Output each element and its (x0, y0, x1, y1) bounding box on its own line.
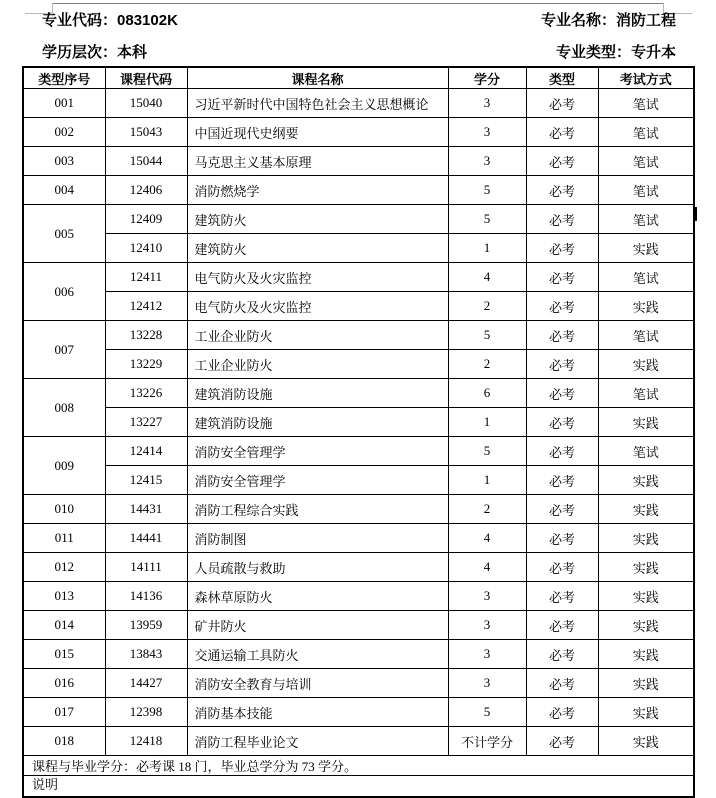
cell-course-code: 12414 (105, 437, 187, 466)
cell-type: 必考 (526, 176, 598, 205)
cell-course-name: 消防工程毕业论文 (187, 727, 448, 756)
cell-credits: 3 (448, 147, 526, 176)
cell-course-code: 13228 (105, 321, 187, 350)
cell-credits: 5 (448, 205, 526, 234)
cell-type: 必考 (526, 582, 598, 611)
cell-course-name: 森林草原防火 (187, 582, 448, 611)
cell-course-code: 12410 (105, 234, 187, 263)
cell-course-name: 中国近现代史纲要 (187, 118, 448, 147)
table-row (23, 234, 694, 263)
cell-type: 必考 (526, 553, 598, 582)
cell-type: 必考 (526, 466, 598, 495)
cell-type: 必考 (526, 234, 598, 263)
cell-type: 必考 (526, 669, 598, 698)
header-line-1 (42, 12, 676, 30)
table-row (23, 611, 694, 640)
cell-credits: 3 (448, 118, 526, 147)
cell-course-code: 12415 (105, 466, 187, 495)
cell-type-no: 014 (23, 611, 105, 640)
cell-exam-method: 实践 (598, 466, 694, 495)
major-code-value: 083102K (117, 12, 178, 29)
cell-exam-method: 实践 (598, 698, 694, 727)
table-header-row (23, 67, 694, 89)
cell-exam-method: 笔试 (598, 89, 694, 118)
cell-course-code: 13227 (105, 408, 187, 437)
cell-exam-method: 笔试 (598, 321, 694, 350)
cell-credits: 4 (448, 524, 526, 553)
cell-exam-method: 笔试 (598, 176, 694, 205)
cell-credits: 3 (448, 89, 526, 118)
cell-exam-method: 笔试 (598, 379, 694, 408)
cell-course-name: 马克思主义基本原理 (187, 147, 448, 176)
cell-credits: 5 (448, 321, 526, 350)
education-level-label: 学历层次： (42, 44, 118, 61)
summary-cell: 课程与毕业学分：必考课 18 门，毕业总学分为 73 学分。 (23, 756, 694, 776)
cell-type: 必考 (526, 292, 598, 321)
cell-type: 必考 (526, 379, 598, 408)
major-name-value: 消防工程 (615, 12, 676, 29)
table-row (23, 727, 694, 756)
cell-credits: 3 (448, 611, 526, 640)
cell-type: 必考 (526, 350, 598, 379)
cell-type: 必考 (526, 118, 598, 147)
cell-type-no: 012 (23, 553, 105, 582)
cell-type: 必考 (526, 495, 598, 524)
table-row (23, 118, 694, 147)
cell-type: 必考 (526, 89, 598, 118)
table-row (23, 379, 694, 408)
cell-credits: 5 (448, 176, 526, 205)
table-row (23, 669, 694, 698)
cell-course-code: 15040 (105, 89, 187, 118)
table-row (23, 640, 694, 669)
cell-course-code: 14111 (105, 553, 187, 582)
table-row (23, 466, 694, 495)
cell-course-name: 习近平新时代中国特色社会主义思想概论 (187, 89, 448, 118)
header-line-2 (42, 44, 676, 62)
cell-type-no: 010 (23, 495, 105, 524)
table-row (23, 437, 694, 466)
cell-type: 必考 (526, 698, 598, 727)
cell-credits: 1 (448, 234, 526, 263)
table-row (23, 582, 694, 611)
cell-type: 必考 (526, 147, 598, 176)
cell-type-no: 003 (23, 147, 105, 176)
cell-exam-method: 实践 (598, 669, 694, 698)
cell-credits: 4 (448, 263, 526, 292)
cell-credits: 2 (448, 350, 526, 379)
col-header-course-code: 课程代码 (105, 67, 187, 89)
cell-course-code: 13959 (105, 611, 187, 640)
cell-course-code: 12398 (105, 698, 187, 727)
cell-credits: 3 (448, 582, 526, 611)
major-type-label: 专业类型： (555, 44, 631, 61)
cell-course-code: 12418 (105, 727, 187, 756)
cell-type: 必考 (526, 524, 598, 553)
cell-exam-method: 实践 (598, 234, 694, 263)
cell-exam-method: 实践 (598, 495, 694, 524)
cell-course-name: 建筑消防设施 (187, 408, 448, 437)
cell-credits: 1 (448, 408, 526, 437)
table-row (23, 292, 694, 321)
cell-exam-method: 实践 (598, 408, 694, 437)
major-code-field (42, 12, 178, 30)
cell-exam-method: 实践 (598, 292, 694, 321)
education-level-field (42, 44, 147, 62)
table-row (23, 350, 694, 379)
cell-course-code: 15043 (105, 118, 187, 147)
cell-exam-method: 实践 (598, 727, 694, 756)
cell-exam-method: 实践 (598, 640, 694, 669)
cell-exam-method: 笔试 (598, 263, 694, 292)
cell-credits: 6 (448, 379, 526, 408)
cell-type-no: 008 (23, 379, 105, 437)
cell-credits: 5 (448, 437, 526, 466)
cell-exam-method: 实践 (598, 350, 694, 379)
cell-exam-method: 笔试 (598, 147, 694, 176)
cell-type-no: 016 (23, 669, 105, 698)
table-row (23, 321, 694, 350)
table-row (23, 524, 694, 553)
cell-course-code: 14136 (105, 582, 187, 611)
cell-course-name: 消防工程综合实践 (187, 495, 448, 524)
cell-course-name: 消防安全管理学 (187, 466, 448, 495)
cell-course-name: 建筑防火 (187, 205, 448, 234)
cell-type: 必考 (526, 611, 598, 640)
cell-course-name: 建筑消防设施 (187, 379, 448, 408)
cell-course-code: 12411 (105, 263, 187, 292)
education-level-value: 本科 (117, 44, 148, 61)
cell-course-code: 13226 (105, 379, 187, 408)
cell-course-name: 消防基本技能 (187, 698, 448, 727)
cell-course-name: 消防安全管理学 (187, 437, 448, 466)
cell-course-code: 12412 (105, 292, 187, 321)
cell-credits: 2 (448, 292, 526, 321)
cell-credits: 3 (448, 640, 526, 669)
col-header-type-no: 类型序号 (23, 67, 105, 89)
cell-type-no: 004 (23, 176, 105, 205)
cell-exam-method: 笔试 (598, 437, 694, 466)
cell-credits: 4 (448, 553, 526, 582)
cell-type: 必考 (526, 205, 598, 234)
cell-course-code: 12409 (105, 205, 187, 234)
cell-course-code: 14427 (105, 669, 187, 698)
cell-type: 必考 (526, 321, 598, 350)
cell-exam-method: 笔试 (598, 205, 694, 234)
cell-type-no: 015 (23, 640, 105, 669)
cell-course-name: 电气防火及火灾监控 (187, 263, 448, 292)
cell-exam-method: 实践 (598, 582, 694, 611)
major-type-value: 专升本 (630, 44, 676, 61)
cell-type-no: 007 (23, 321, 105, 379)
cell-course-code: 13229 (105, 350, 187, 379)
summary-row (23, 756, 694, 776)
table-row (23, 408, 694, 437)
page-boundary-top-line (53, 3, 663, 4)
table-row (23, 205, 694, 234)
table-row (23, 698, 694, 727)
table-row (23, 553, 694, 582)
cell-type-no: 006 (23, 263, 105, 321)
text-cursor (694, 207, 697, 221)
partial-next-cell: 说明 (23, 776, 694, 798)
cell-credits: 5 (448, 698, 526, 727)
cell-course-name: 消防制图 (187, 524, 448, 553)
table-row (23, 89, 694, 118)
table-row (23, 147, 694, 176)
col-header-exam-method: 考试方式 (598, 67, 694, 89)
cell-type-no: 013 (23, 582, 105, 611)
cell-type: 必考 (526, 408, 598, 437)
cell-type-no: 017 (23, 698, 105, 727)
partial-next-row (23, 776, 694, 798)
cell-type-no: 018 (23, 727, 105, 756)
cell-type: 必考 (526, 263, 598, 292)
cell-type-no: 005 (23, 205, 105, 263)
cell-credits: 1 (448, 466, 526, 495)
cell-type: 必考 (526, 640, 598, 669)
cell-course-name: 工业企业防火 (187, 350, 448, 379)
cell-course-code: 13843 (105, 640, 187, 669)
cell-type-no: 002 (23, 118, 105, 147)
cell-course-name: 交通运输工具防火 (187, 640, 448, 669)
cell-exam-method: 实践 (598, 611, 694, 640)
cell-type: 必考 (526, 437, 598, 466)
cell-course-name: 消防燃烧学 (187, 176, 448, 205)
cell-course-name: 矿井防火 (187, 611, 448, 640)
cell-type-no: 009 (23, 437, 105, 495)
col-header-credits: 学分 (448, 67, 526, 89)
cell-type-no: 011 (23, 524, 105, 553)
cell-type: 必考 (526, 727, 598, 756)
major-type-field (556, 44, 676, 62)
cell-course-code: 14431 (105, 495, 187, 524)
cell-course-code: 12406 (105, 176, 187, 205)
cell-credits: 3 (448, 669, 526, 698)
table-row (23, 495, 694, 524)
cell-course-code: 15044 (105, 147, 187, 176)
table-row (23, 263, 694, 292)
major-name-label: 专业名称： (540, 12, 616, 29)
cell-exam-method: 实践 (598, 524, 694, 553)
major-code-label: 专业代码： (42, 12, 118, 29)
cell-exam-method: 笔试 (598, 118, 694, 147)
cell-type-no: 001 (23, 89, 105, 118)
major-name-field (541, 12, 676, 30)
cell-course-name: 人员疏散与救助 (187, 553, 448, 582)
table-row (23, 176, 694, 205)
cell-course-name: 电气防火及火灾监控 (187, 292, 448, 321)
cell-course-name: 建筑防火 (187, 234, 448, 263)
col-header-course-name: 课程名称 (187, 67, 448, 89)
cell-course-name: 工业企业防火 (187, 321, 448, 350)
cell-exam-method: 实践 (598, 553, 694, 582)
cell-credits: 不计学分 (448, 727, 526, 756)
cell-course-name: 消防安全教育与培训 (187, 669, 448, 698)
cell-course-code: 14441 (105, 524, 187, 553)
course-table (22, 66, 695, 798)
cell-credits: 2 (448, 495, 526, 524)
col-header-type: 类型 (526, 67, 598, 89)
